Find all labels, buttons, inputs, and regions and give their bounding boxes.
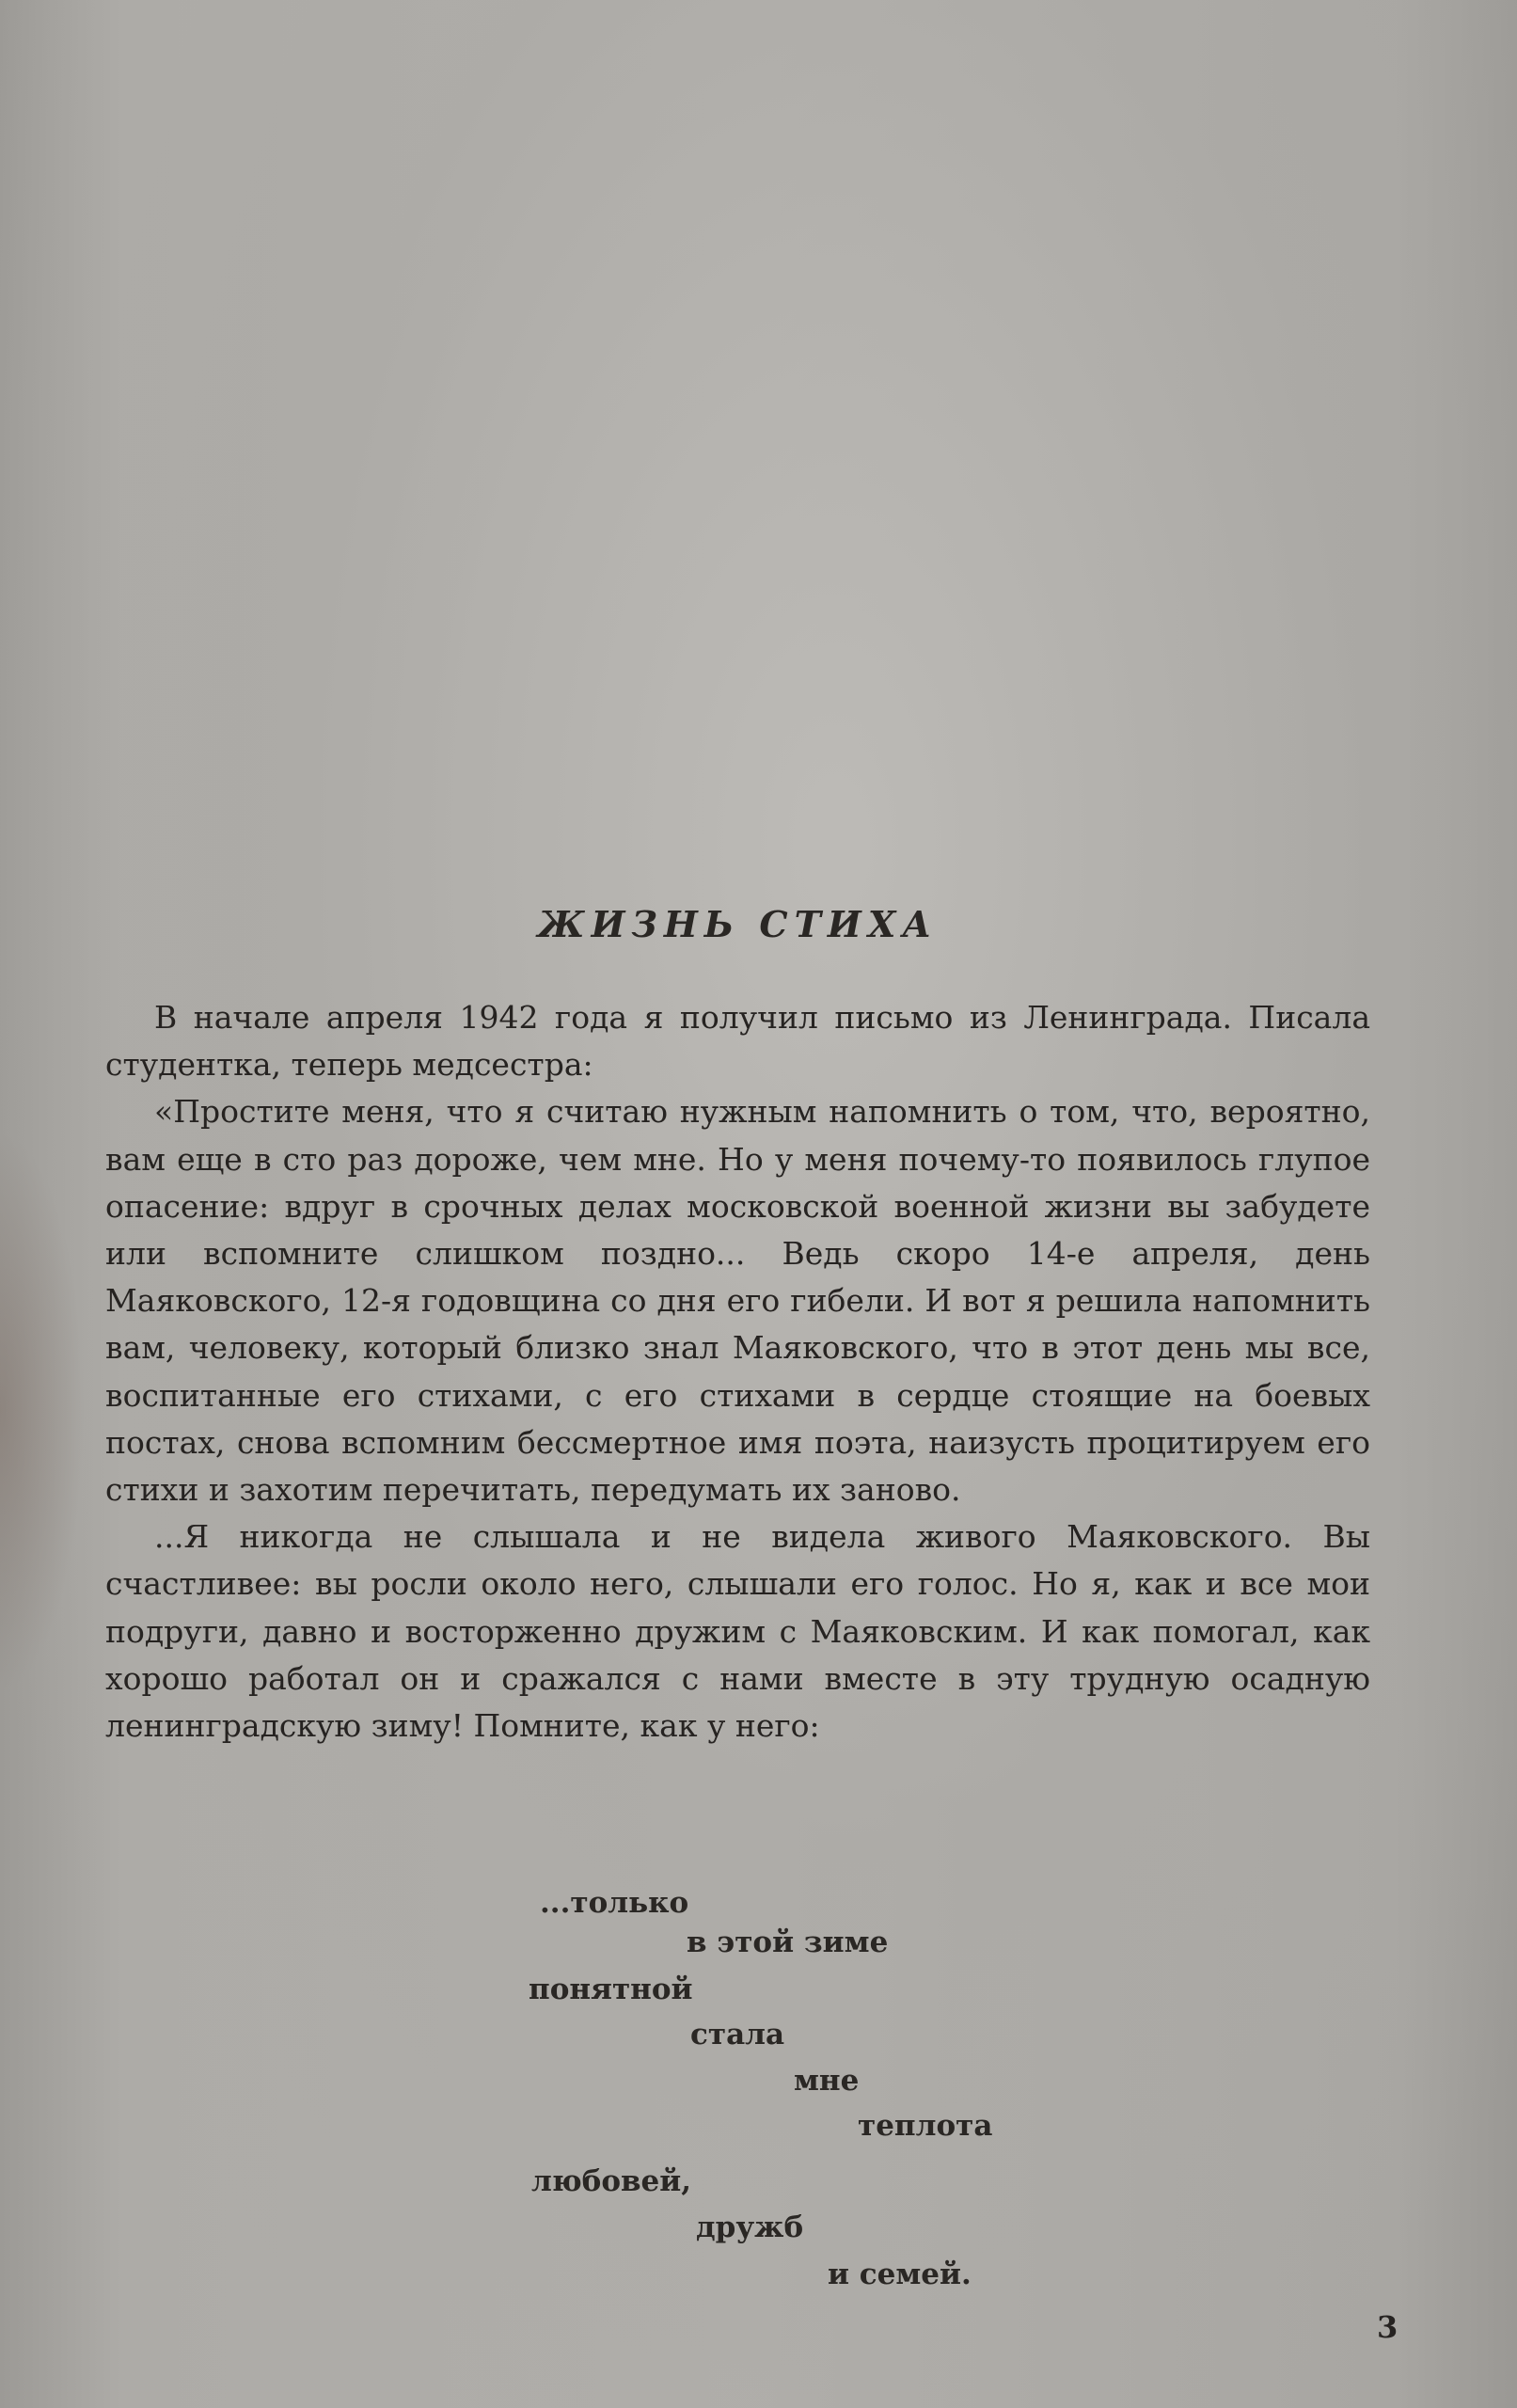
page-content	[105, 903, 1370, 2291]
poem-quote	[105, 1886, 1370, 2319]
poem-line: в этой зиме	[687, 1925, 889, 1959]
poem-line: мне	[794, 2064, 860, 2098]
chapter-title: ЖИЗНЬ СТИХА	[537, 903, 939, 945]
poem-line: и семей.	[828, 2258, 972, 2291]
paragraph-letter-continued: ...Я никогда не слышала и не видела живого Маяковского. Вы счастливее: вы росли около него, слышали его голос. Но я, как и все мои подруги, давно и восторженно дружим с Маяковским. И как помогал, как хорошо работал он и сражался с нами вместе в эту трудную осадную ленинградскую зиму! Помните, как у него:	[105, 1518, 1370, 1745]
page-number: 3	[1377, 2309, 1398, 2345]
poem-line: любовей,	[531, 2164, 692, 2198]
poem-line: ...только	[540, 1886, 689, 1920]
poem-line: понятной	[529, 1972, 693, 2006]
poem-line: дружб	[696, 2210, 804, 2244]
page-stain	[0, 1129, 85, 1693]
paragraph-letter: «Простите меня, что я считаю нужным напомнить о том, что, вероятно, вам еще в сто раз дороже, чем мне. Но у меня почему-то появилось глупое опасение: вдруг в срочных делах московской военной жизни вы забудете или вспомните слишком поздно... Ведь скоро 14-е апреля, день Маяковского, 12-я годовщина со дня его гибели. И вот я решила напомнить вам, человеку, который близко знал Маяковского, что в этот день мы все, воспитанные его стихами, с его стихами в сердце стоящие на боевых постах, снова вспомним бессмертное имя поэта, наизусть процитируем его стихи и захотим перечитать, передумать их заново.	[105, 1093, 1370, 1509]
prose-body	[105, 994, 1370, 1750]
paragraph-intro: В начале апреля 1942 года я получил письмо из Ленинграда. Писала студентка, теперь медсестра:	[105, 999, 1370, 1084]
poem-line: теплота	[858, 2109, 993, 2143]
poem-line: стала	[690, 2018, 785, 2052]
